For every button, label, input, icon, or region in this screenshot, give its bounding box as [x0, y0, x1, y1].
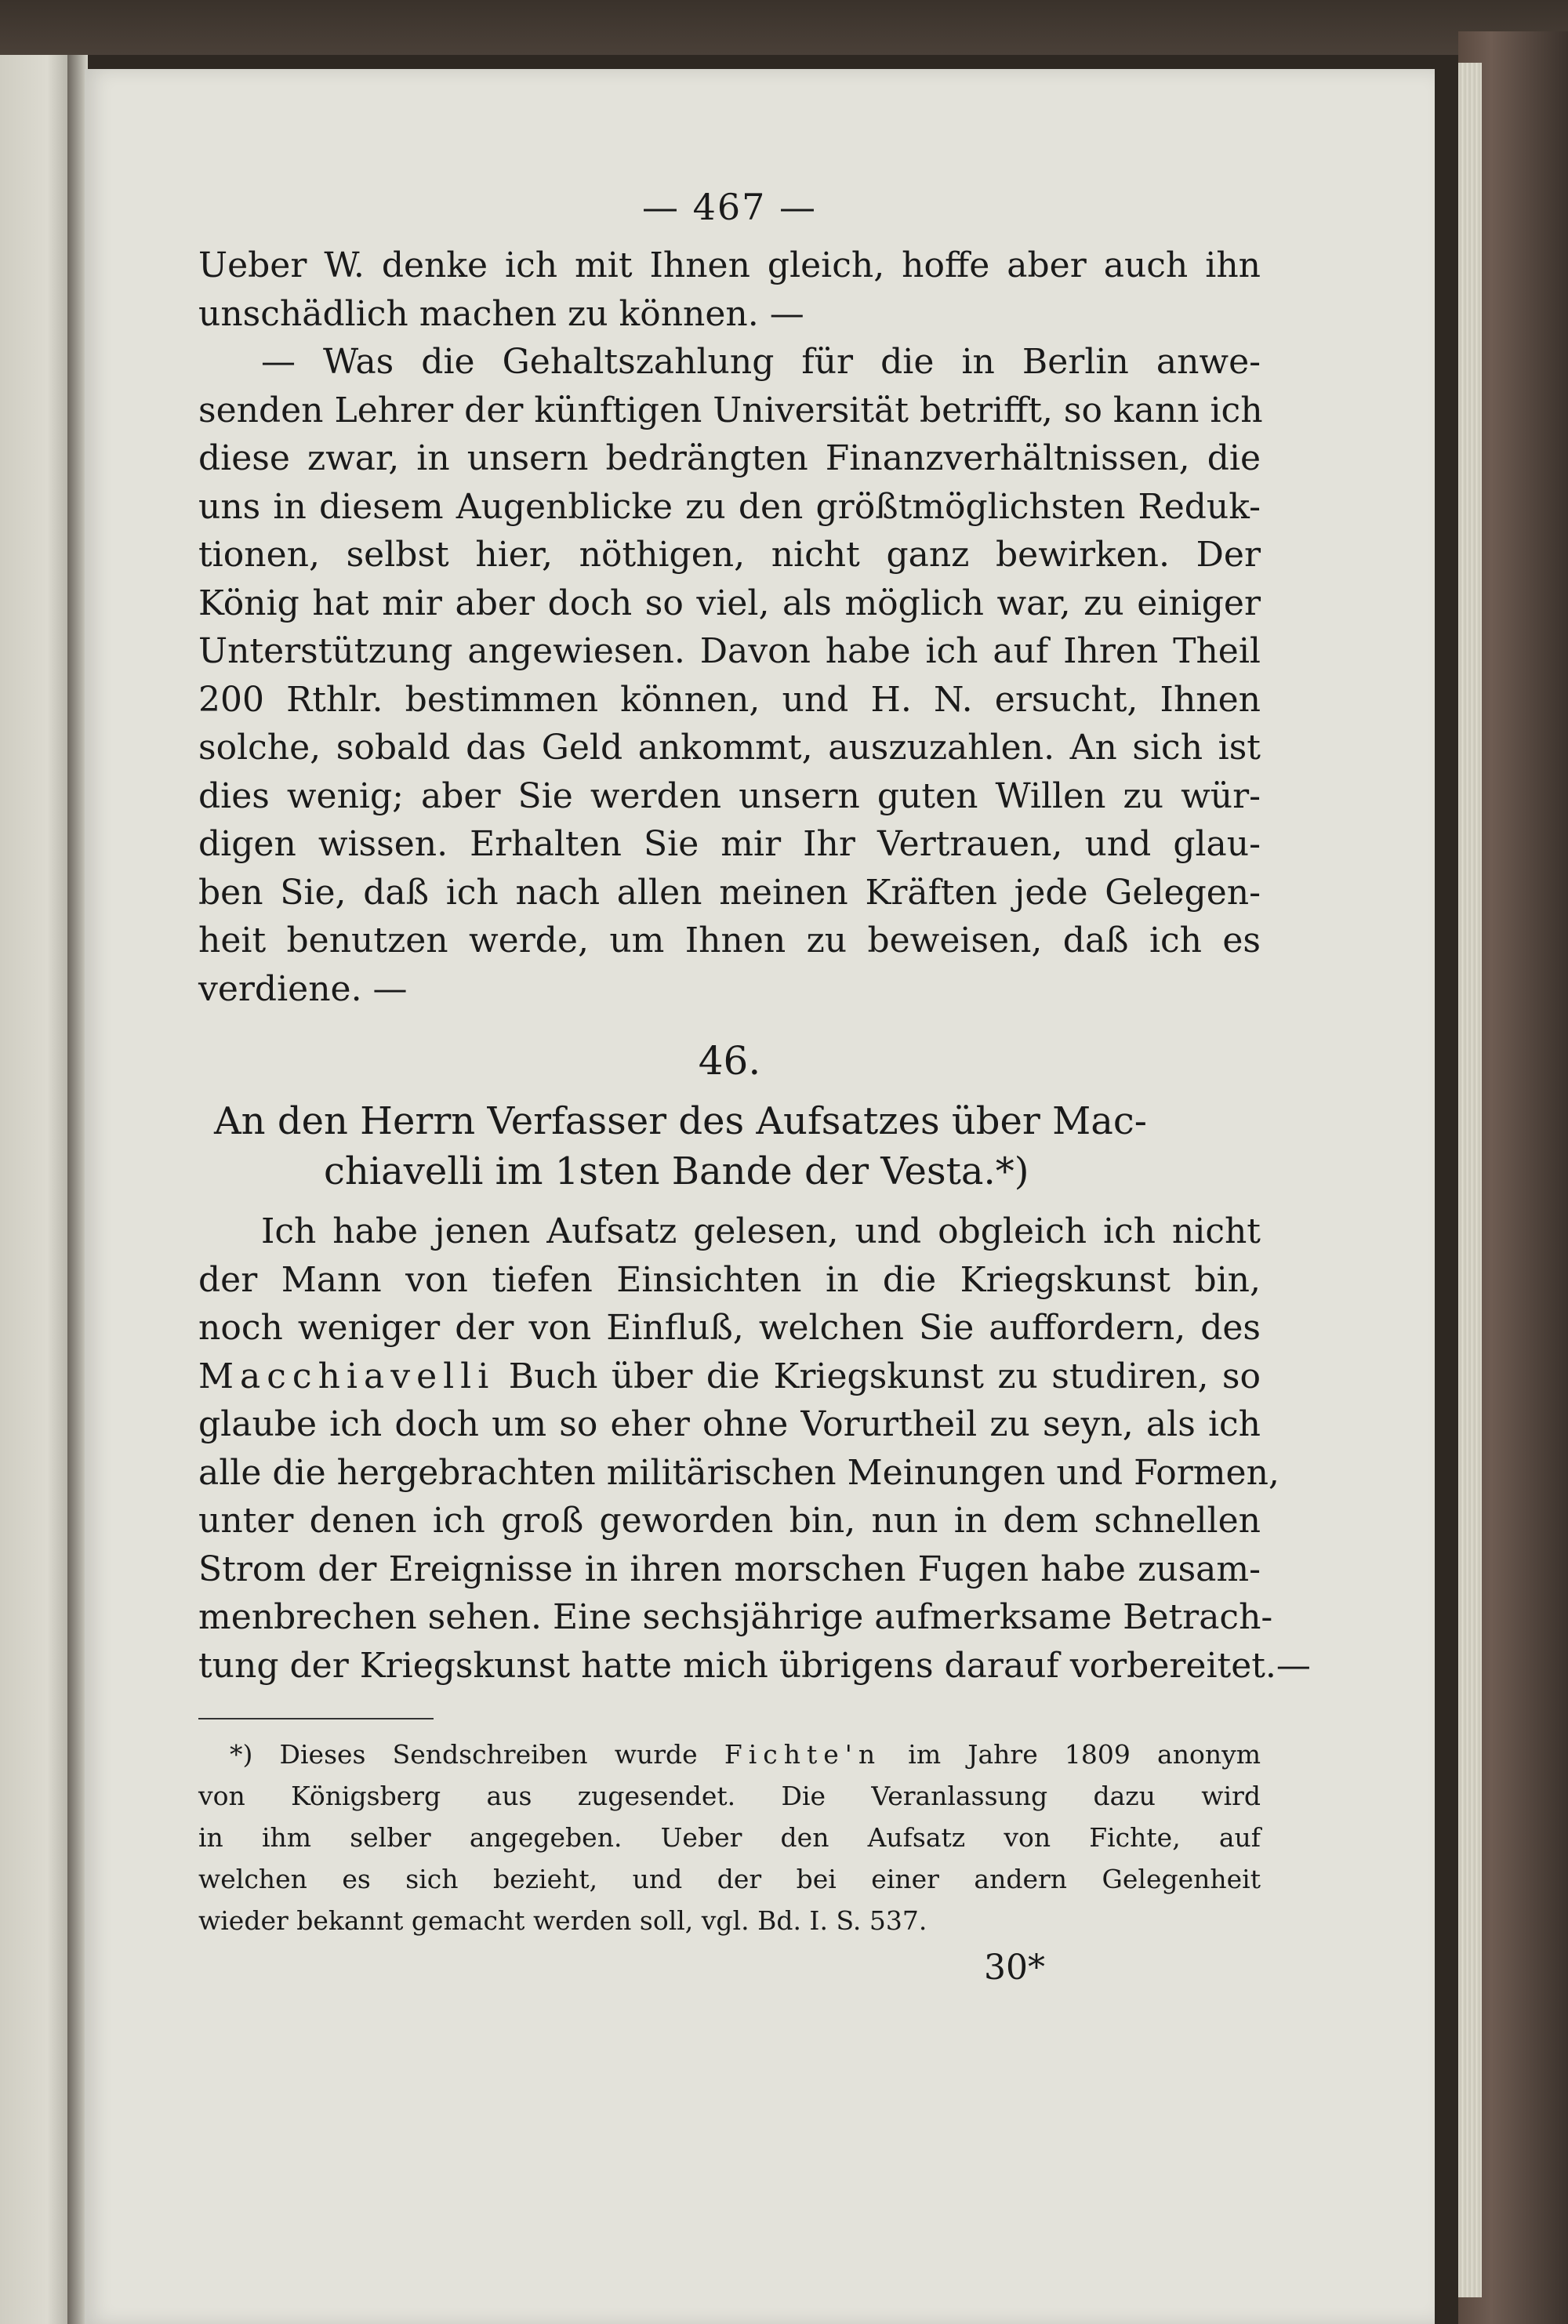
letter-heading-line: An den Herrn Verfasser des Aufsatzes über Mac- — [214, 1099, 1147, 1143]
text-line: König hat mir aber doch so viel, als möglich war, zu einiger — [198, 583, 1261, 623]
text-block — [198, 179, 1311, 1992]
footnote-line: in ihm selber angegeben. Ueber den Aufsatz von Fichte, auf — [198, 1822, 1261, 1853]
footnote — [198, 1734, 1261, 1941]
text-line: glaube ich doch um so eher ohne Vorurtheil zu seyn, als ich — [198, 1404, 1261, 1444]
text-line: diese zwar, in unsern bedrängten Finanzverhältnissen, die — [198, 438, 1261, 478]
spaced-name: Macchiavelli — [198, 1356, 495, 1396]
text-fragment: Buch über die Kriegskunst zu studiren, so — [495, 1356, 1261, 1396]
text-line: dies wenig; aber Sie werden unsern guten Willen zu wür- — [198, 775, 1261, 816]
text-line: digen wissen. Erhalten Sie mir Ihr Vertrauen, und glau- — [198, 824, 1261, 864]
book-cover-top — [0, 0, 1568, 55]
text-line: ben Sie, daß ich nach allen meinen Kräften jede Gelegen- — [198, 872, 1261, 913]
footnote-line — [198, 1734, 1261, 1775]
signature-mark: 30* — [984, 1948, 1045, 1988]
footnote-line: welchen es sich bezieht, und der bei einer andern Gelegenheit — [198, 1864, 1261, 1894]
text-line: heit benutzen werde, um Ihnen zu beweisen, daß ich es — [198, 921, 1261, 960]
footnote-line: wieder bekannt gemacht werden soll, vgl. Bd. I. S. 537. — [198, 1905, 927, 1936]
letter-heading-line: chiavelli im 1sten Bande der Vesta.*) — [324, 1149, 1029, 1193]
letter-body — [198, 1207, 1311, 1690]
text-line: tung der Kriegskunst hatte mich übrigens darauf vorbereitet.— — [198, 1645, 1311, 1686]
footnote-rule — [198, 1718, 434, 1719]
text-line: Unterstützung angewiesen. Davon habe ich auf Ihren Theil — [198, 631, 1261, 671]
text-line: 200 Rthlr. bestimmen können, und H. N. ersucht, Ihnen — [198, 679, 1261, 720]
text-line: Ich habe jenen Aufsatz gelesen, und obgleich ich nicht — [261, 1211, 1261, 1251]
text-line: Strom der Ereignisse in ihren morschen Fugen habe zusam- — [198, 1549, 1261, 1589]
text-line: unschädlich machen zu können. — — [198, 293, 804, 334]
text-line: solche, sobald das Geld ankommt, auszuzahlen. An sich ist — [198, 728, 1261, 768]
text-line: uns in diesem Augenblicke zu den größtmöglichsten Reduk- — [198, 486, 1261, 527]
spaced-name: Fichte'n — [724, 1739, 882, 1770]
text-line: verdiene. — — [198, 968, 408, 1009]
text-line: der Mann von tiefen Einsichten in die Kriegskunst bin, — [198, 1259, 1261, 1300]
book-page — [85, 69, 1435, 2324]
text-line: tionen, selbst hier, nöthigen, nicht ganz bewirken. Der — [198, 535, 1261, 575]
letter-number: 46. — [698, 1038, 761, 1084]
text-line: menbrechen sehen. Eine sechsjährige aufmerksame Betrach- — [198, 1597, 1273, 1637]
text-fragment: *) Dieses Sendschreiben wurde — [230, 1739, 724, 1770]
text-fragment: im Jahre 1809 anonym — [881, 1739, 1261, 1770]
page-edges — [1458, 63, 1482, 2297]
text-line: senden Lehrer der künftigen Universität betrifft, so kann ich — [198, 390, 1263, 430]
facing-page — [0, 55, 67, 2324]
text-line: — Was die Gehaltszahlung für die in Berlin anwe- — [261, 342, 1261, 382]
page-number: — 467 — — [641, 186, 818, 228]
text-line: alle die hergebrachten militärischen Meinungen und Formen, — [198, 1452, 1279, 1493]
text-line: unter denen ich groß geworden bin, nun in dem schnellen — [198, 1501, 1261, 1541]
footnote-line: von Königsberg aus zugesendet. Die Veranlassung dazu wird — [198, 1781, 1261, 1811]
text-line: Ueber W. denke ich mit Ihnen gleich, hoffe aber auch ihn — [198, 245, 1261, 285]
text-line — [198, 1353, 1261, 1401]
text-line: noch weniger der von Einfluß, welchen Sie auffordern, des — [198, 1308, 1261, 1348]
body-paragraphs — [198, 241, 1261, 1013]
